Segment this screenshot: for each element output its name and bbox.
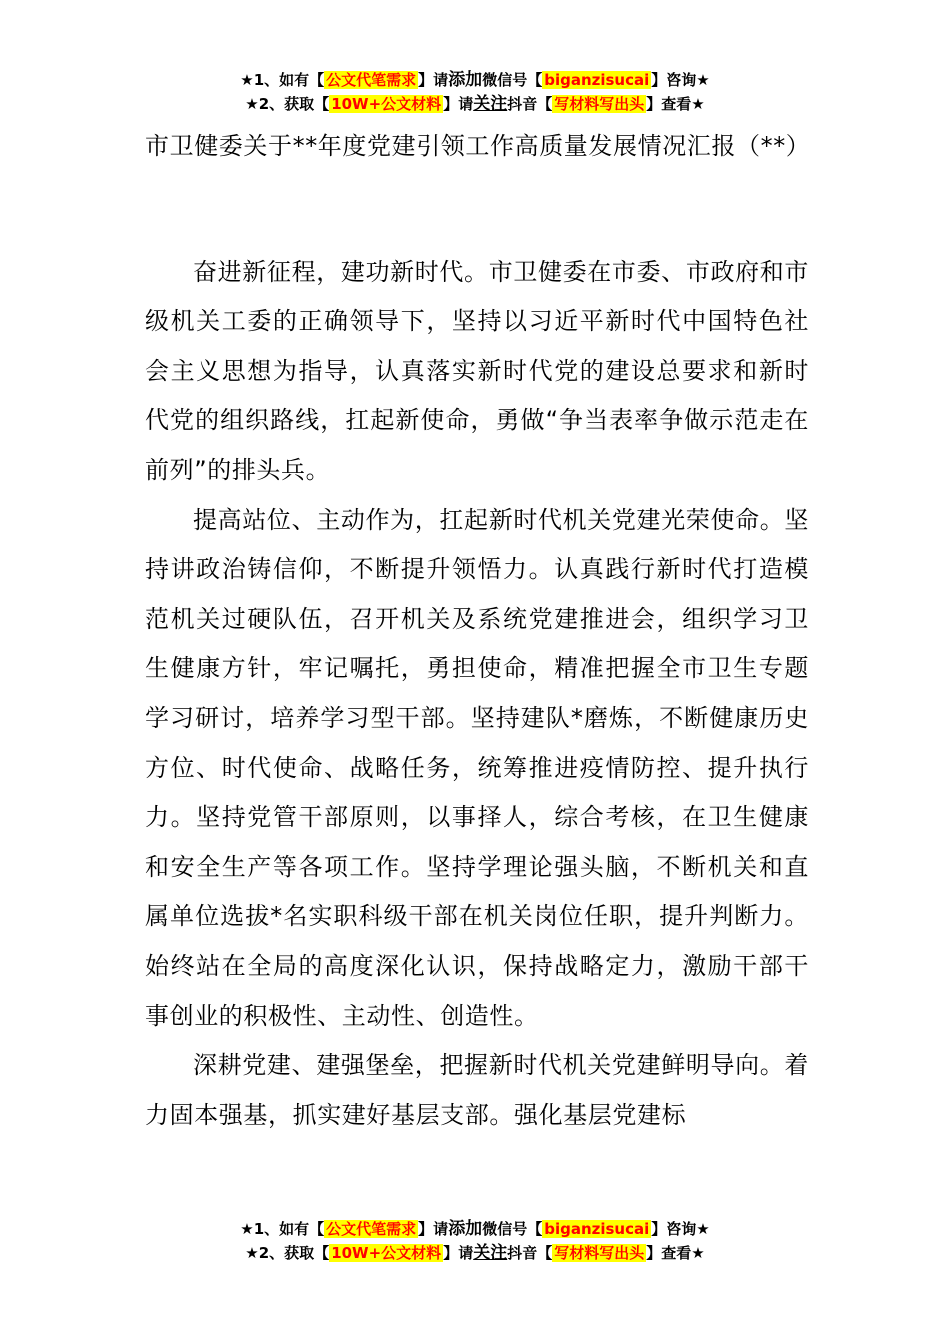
banner-line-1 <box>0 68 950 92</box>
banner-text: 】请 <box>443 1244 474 1262</box>
paragraph: 提高站位、主动作为，扛起新时代机关党建光荣使命。坚持讲政治铸信仰，不断提升领悟力。认真践行新时代打造模范机关过硬队伍，召开机关及系统党建推进会，组织学习卫生健康方针，牢记嘱托，勇担使命，精准把握全市卫生专题学习研讨，培养学习型干部。坚持建队*磨炼，不断健康历史方位、时代使命、战略任务，统筹推进疫情防控、提升执行力。坚持党管干部原则，以事择人，综合考核，在卫生健康和安全生产等各项工作。坚持学理论强头脑，不断机关和直属单位选拔*名实职科级干部在机关岗位任职，提升判断力。始终站在全局的高度深化认识，保持战略定力，激励干部干事创业的积极性、主动性、创造性。 <box>145 505 809 1030</box>
banner-text: 】咨询★ <box>651 1220 710 1238</box>
banner-text: 】查看★ <box>646 1244 705 1262</box>
banner-text: ★2、获取【 <box>245 1244 330 1262</box>
highlight-service: 公文代笔需求 <box>326 71 417 89</box>
highlight-materials: 10W+公文材料 <box>331 1244 442 1262</box>
document-body <box>145 122 809 1140</box>
paragraph: 奋进新征程，建功新时代。市卫健委在市委、市政府和市级机关工委的正确领导下，坚持以习近平新时代中国特色社会主义思想为指导，认真落实新时代党的建设总要求和新时代党的组织路线，扛起新使命，勇做“争当表率争做示范走在前列”的排头兵。 <box>145 257 809 484</box>
banner-emphasis: 添加 <box>448 1219 483 1239</box>
paragraph: 深耕党建、建强堡垒，把握新时代机关党建鲜明导向。着力固本强基，抓实建好基层支部。强化基层党建标 <box>145 1051 809 1129</box>
highlight-wechat-id: biganzisucai <box>544 71 650 89</box>
document-title: 市卫健委关于**年度党建引领工作高质量发展情况汇报（**） <box>145 132 811 160</box>
banner-text: 】请 <box>418 71 449 89</box>
banner-text: 抖音【 <box>507 95 553 113</box>
banner-text: 】请 <box>443 95 474 113</box>
banner-text: ★2、获取【 <box>245 95 330 113</box>
banner-text: ★1、如有【 <box>240 71 325 89</box>
banner-line-2 <box>0 1241 950 1265</box>
banner-emphasis: 添加 <box>448 70 483 90</box>
highlight-wechat-id: biganzisucai <box>544 1220 650 1238</box>
header-banner <box>0 68 950 116</box>
banner-text: 】查看★ <box>646 95 705 113</box>
banner-text: ★1、如有【 <box>240 1220 325 1238</box>
banner-text: 微信号【 <box>482 71 543 89</box>
banner-emphasis: 关注 <box>473 94 508 114</box>
highlight-service: 公文代笔需求 <box>326 1220 417 1238</box>
highlight-douyin-account: 写材料写出头 <box>554 95 645 113</box>
banner-text: 】请 <box>418 1220 449 1238</box>
banner-line-1 <box>0 1217 950 1241</box>
highlight-materials: 10W+公文材料 <box>331 95 442 113</box>
banner-line-2 <box>0 92 950 116</box>
footer-banner <box>0 1217 950 1265</box>
banner-text: 微信号【 <box>482 1220 543 1238</box>
banner-emphasis: 关注 <box>473 1243 508 1263</box>
banner-text: 抖音【 <box>507 1244 553 1262</box>
highlight-douyin-account: 写材料写出头 <box>554 1244 645 1262</box>
banner-text: 】咨询★ <box>651 71 710 89</box>
